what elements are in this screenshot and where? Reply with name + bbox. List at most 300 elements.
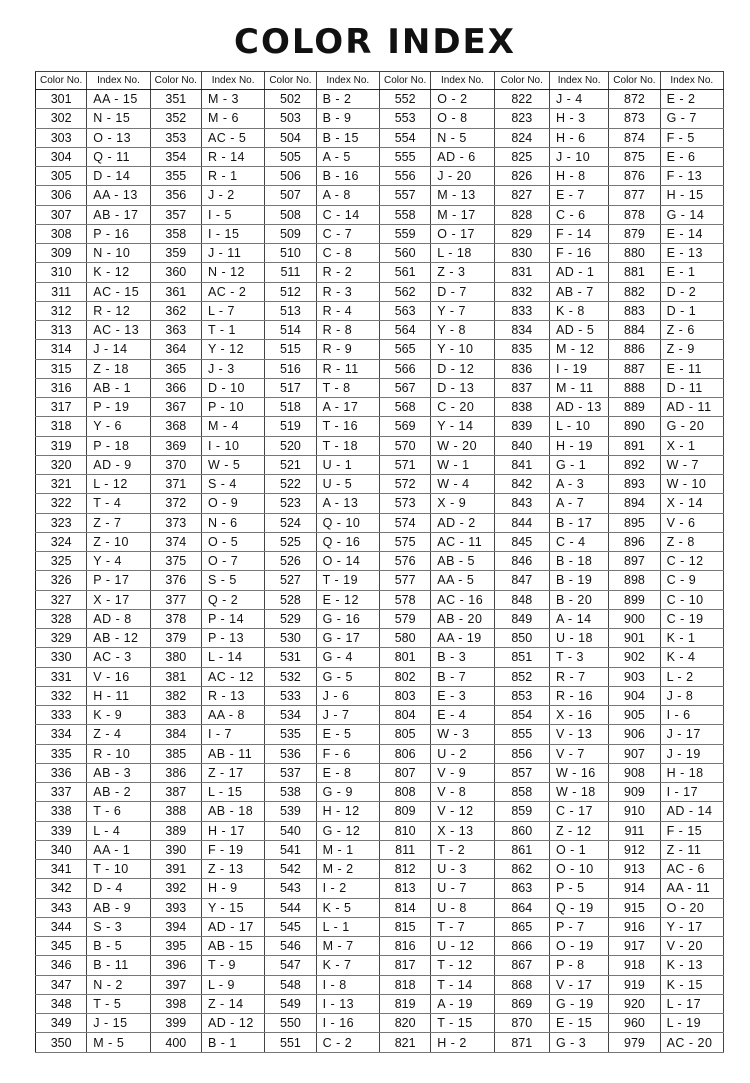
index-code: O - 17	[431, 224, 494, 243]
index-code: V - 6	[660, 513, 723, 532]
index-code: C - 8	[316, 244, 379, 263]
color-number: 512	[265, 282, 316, 301]
color-number: 335	[36, 744, 87, 763]
color-number: 916	[609, 917, 660, 936]
index-code: W - 7	[660, 455, 723, 474]
index-code: Y - 4	[87, 552, 150, 571]
table-row	[36, 937, 724, 956]
index-code: K - 1	[660, 629, 723, 648]
table-row	[36, 109, 724, 128]
index-code: T - 12	[431, 956, 494, 975]
index-code: E - 6	[660, 147, 723, 166]
color-number: 315	[36, 359, 87, 378]
color-number: 578	[379, 590, 430, 609]
index-code: J - 20	[431, 167, 494, 186]
index-code: D - 13	[431, 378, 494, 397]
index-code: J - 8	[660, 686, 723, 705]
color-number: 855	[494, 725, 549, 744]
color-number: 830	[494, 244, 549, 263]
color-number: 826	[494, 167, 549, 186]
color-number: 523	[265, 494, 316, 513]
color-number: 360	[150, 263, 201, 282]
index-code: L - 1	[316, 917, 379, 936]
color-number: 881	[609, 263, 660, 282]
color-number: 398	[150, 994, 201, 1013]
color-number: 392	[150, 879, 201, 898]
color-number: 906	[609, 725, 660, 744]
color-number: 552	[379, 90, 430, 109]
color-number: 514	[265, 321, 316, 340]
table-row	[36, 706, 724, 725]
index-code: O - 5	[201, 532, 264, 551]
color-number: 530	[265, 629, 316, 648]
index-code: R - 13	[201, 686, 264, 705]
index-code: R - 4	[316, 301, 379, 320]
color-number: 856	[494, 744, 549, 763]
color-number: 816	[379, 937, 430, 956]
index-code: Z - 13	[201, 860, 264, 879]
index-code: P - 7	[549, 917, 608, 936]
index-code: P - 14	[201, 609, 264, 628]
index-code: AD - 8	[87, 609, 150, 628]
color-no-header: Color No.	[265, 72, 316, 90]
color-number: 901	[609, 629, 660, 648]
index-code: T - 7	[431, 917, 494, 936]
index-code: K - 7	[316, 956, 379, 975]
index-code: AB - 5	[431, 552, 494, 571]
index-code: B - 15	[316, 128, 379, 147]
table-row	[36, 263, 724, 282]
index-code: Z - 4	[87, 725, 150, 744]
color-number: 908	[609, 763, 660, 782]
index-code: I - 2	[316, 879, 379, 898]
color-number: 546	[265, 937, 316, 956]
color-number: 526	[265, 552, 316, 571]
index-code: E - 4	[431, 706, 494, 725]
index-code: R - 14	[201, 147, 264, 166]
index-code: M - 7	[316, 937, 379, 956]
color-number: 812	[379, 860, 430, 879]
index-code: I - 17	[660, 783, 723, 802]
index-code: Q - 10	[316, 513, 379, 532]
table-row	[36, 686, 724, 705]
color-number: 329	[36, 629, 87, 648]
index-code: W - 10	[660, 475, 723, 494]
color-number: 322	[36, 494, 87, 513]
index-code: X - 17	[87, 590, 150, 609]
color-number: 917	[609, 937, 660, 956]
index-code: AD - 2	[431, 513, 494, 532]
index-code: K - 12	[87, 263, 150, 282]
color-number: 339	[36, 821, 87, 840]
index-code: O - 19	[549, 937, 608, 956]
index-code: X - 1	[660, 436, 723, 455]
color-number: 829	[494, 224, 549, 243]
index-code: E - 3	[431, 686, 494, 705]
index-code: AC - 16	[431, 590, 494, 609]
color-number: 897	[609, 552, 660, 571]
color-number: 386	[150, 763, 201, 782]
color-number: 311	[36, 282, 87, 301]
color-number: 349	[36, 1014, 87, 1033]
index-code: L - 18	[431, 244, 494, 263]
index-code: V - 8	[431, 783, 494, 802]
color-number: 557	[379, 186, 430, 205]
index-code: J - 2	[201, 186, 264, 205]
color-number: 889	[609, 398, 660, 417]
index-code: J - 4	[549, 90, 608, 109]
table-row	[36, 340, 724, 359]
index-code: B - 7	[431, 667, 494, 686]
index-code: W - 3	[431, 725, 494, 744]
color-number: 579	[379, 609, 430, 628]
color-number: 805	[379, 725, 430, 744]
color-number: 838	[494, 398, 549, 417]
index-code: S - 3	[87, 917, 150, 936]
index-code: B - 5	[87, 937, 150, 956]
index-code: Y - 14	[431, 417, 494, 436]
index-code: L - 9	[201, 975, 264, 994]
index-code: T - 1	[201, 321, 264, 340]
color-number: 537	[265, 763, 316, 782]
table-row	[36, 244, 724, 263]
color-number: 840	[494, 436, 549, 455]
color-number: 803	[379, 686, 430, 705]
color-number: 818	[379, 975, 430, 994]
index-code: L - 10	[549, 417, 608, 436]
index-code: L - 4	[87, 821, 150, 840]
color-number: 810	[379, 821, 430, 840]
color-number: 343	[36, 898, 87, 917]
color-number: 868	[494, 975, 549, 994]
index-code: C - 4	[549, 532, 608, 551]
color-number: 565	[379, 340, 430, 359]
color-number: 387	[150, 783, 201, 802]
color-number: 531	[265, 648, 316, 667]
index-code: AB - 17	[87, 205, 150, 224]
index-code: E - 1	[660, 263, 723, 282]
index-code: M - 1	[316, 840, 379, 859]
table-row	[36, 821, 724, 840]
index-code: T - 2	[431, 840, 494, 859]
index-code: G - 3	[549, 1033, 608, 1053]
color-number: 505	[265, 147, 316, 166]
index-code: F - 16	[549, 244, 608, 263]
color-number: 861	[494, 840, 549, 859]
index-code: AB - 12	[87, 629, 150, 648]
index-code: Z - 7	[87, 513, 150, 532]
color-number: 555	[379, 147, 430, 166]
color-number: 393	[150, 898, 201, 917]
index-code: V - 9	[431, 763, 494, 782]
index-code: U - 2	[431, 744, 494, 763]
color-number: 368	[150, 417, 201, 436]
color-number: 580	[379, 629, 430, 648]
color-number: 536	[265, 744, 316, 763]
index-code: V - 16	[87, 667, 150, 686]
color-number: 878	[609, 205, 660, 224]
index-code: J - 14	[87, 340, 150, 359]
table-row	[36, 128, 724, 147]
color-number: 365	[150, 359, 201, 378]
index-code: G - 9	[316, 783, 379, 802]
color-number: 330	[36, 648, 87, 667]
color-number: 902	[609, 648, 660, 667]
index-code: L - 7	[201, 301, 264, 320]
color-number: 569	[379, 417, 430, 436]
index-code: J - 6	[316, 686, 379, 705]
color-number: 316	[36, 378, 87, 397]
index-code: B - 9	[316, 109, 379, 128]
color-number: 549	[265, 994, 316, 1013]
color-number: 359	[150, 244, 201, 263]
color-number: 806	[379, 744, 430, 763]
color-number: 556	[379, 167, 430, 186]
color-number: 814	[379, 898, 430, 917]
index-code: V - 12	[431, 802, 494, 821]
color-number: 304	[36, 147, 87, 166]
color-number: 887	[609, 359, 660, 378]
index-code: D - 4	[87, 879, 150, 898]
color-number: 895	[609, 513, 660, 532]
color-number: 570	[379, 436, 430, 455]
index-code: T - 4	[87, 494, 150, 513]
color-number: 568	[379, 398, 430, 417]
index-code: E - 15	[549, 1014, 608, 1033]
index-code: G - 4	[316, 648, 379, 667]
index-code: S - 4	[201, 475, 264, 494]
index-code: T - 10	[87, 860, 150, 879]
color-number: 853	[494, 686, 549, 705]
index-code: C - 12	[660, 552, 723, 571]
color-number: 891	[609, 436, 660, 455]
color-number: 843	[494, 494, 549, 513]
color-number: 914	[609, 879, 660, 898]
table-row	[36, 802, 724, 821]
color-number: 532	[265, 667, 316, 686]
index-code: I - 10	[201, 436, 264, 455]
index-code: AB - 1	[87, 378, 150, 397]
color-number: 325	[36, 552, 87, 571]
index-code: AD - 12	[201, 1014, 264, 1033]
index-code: M - 6	[201, 109, 264, 128]
color-number: 336	[36, 763, 87, 782]
index-code: L - 2	[660, 667, 723, 686]
index-code: K - 13	[660, 956, 723, 975]
color-number: 857	[494, 763, 549, 782]
index-code: A - 5	[316, 147, 379, 166]
table-row	[36, 205, 724, 224]
index-code: R - 3	[316, 282, 379, 301]
color-number: 376	[150, 571, 201, 590]
index-code: Q - 2	[201, 590, 264, 609]
color-index-body	[36, 90, 724, 1053]
color-number: 520	[265, 436, 316, 455]
color-number: 321	[36, 475, 87, 494]
index-code: J - 17	[660, 725, 723, 744]
index-code: F - 6	[316, 744, 379, 763]
table-row	[36, 609, 724, 628]
index-code: T - 3	[549, 648, 608, 667]
color-number: 852	[494, 667, 549, 686]
color-number: 502	[265, 90, 316, 109]
color-number: 362	[150, 301, 201, 320]
index-code: AA - 5	[431, 571, 494, 590]
color-number: 519	[265, 417, 316, 436]
color-number: 898	[609, 571, 660, 590]
index-code: O - 10	[549, 860, 608, 879]
index-code: E - 11	[660, 359, 723, 378]
index-code: M - 13	[431, 186, 494, 205]
color-number: 544	[265, 898, 316, 917]
color-number: 574	[379, 513, 430, 532]
index-code: T - 15	[431, 1014, 494, 1033]
color-number: 860	[494, 821, 549, 840]
color-number: 918	[609, 956, 660, 975]
color-number: 350	[36, 1033, 87, 1053]
index-code: P - 19	[87, 398, 150, 417]
index-code: P - 18	[87, 436, 150, 455]
table-row	[36, 744, 724, 763]
table-row	[36, 475, 724, 494]
color-number: 508	[265, 205, 316, 224]
color-number: 400	[150, 1033, 201, 1053]
table-row	[36, 840, 724, 859]
color-number: 354	[150, 147, 201, 166]
index-code: AB - 20	[431, 609, 494, 628]
index-code: L - 19	[660, 1014, 723, 1033]
color-number: 388	[150, 802, 201, 821]
index-code: A - 8	[316, 186, 379, 205]
color-number: 892	[609, 455, 660, 474]
index-code: Z - 11	[660, 840, 723, 859]
color-number: 802	[379, 667, 430, 686]
color-number: 864	[494, 898, 549, 917]
color-number: 385	[150, 744, 201, 763]
table-row	[36, 667, 724, 686]
index-code: H - 12	[316, 802, 379, 821]
color-number: 847	[494, 571, 549, 590]
index-code: F - 19	[201, 840, 264, 859]
index-code: J - 15	[87, 1014, 150, 1033]
color-number: 905	[609, 706, 660, 725]
index-code: R - 16	[549, 686, 608, 705]
index-code: N - 10	[87, 244, 150, 263]
color-number: 346	[36, 956, 87, 975]
index-code: I - 6	[660, 706, 723, 725]
index-code: AC - 20	[660, 1033, 723, 1053]
color-number: 879	[609, 224, 660, 243]
color-no-header: Color No.	[609, 72, 660, 90]
color-number: 920	[609, 994, 660, 1013]
table-row	[36, 417, 724, 436]
color-number: 577	[379, 571, 430, 590]
color-number: 811	[379, 840, 430, 859]
index-code: T - 16	[316, 417, 379, 436]
color-number: 367	[150, 398, 201, 417]
index-code: N - 6	[201, 513, 264, 532]
color-number: 553	[379, 109, 430, 128]
index-code: E - 7	[549, 186, 608, 205]
color-number: 576	[379, 552, 430, 571]
index-code: D - 2	[660, 282, 723, 301]
index-code: H - 6	[549, 128, 608, 147]
color-number: 379	[150, 629, 201, 648]
index-code: J - 7	[316, 706, 379, 725]
color-number: 313	[36, 321, 87, 340]
color-number: 890	[609, 417, 660, 436]
index-code: A - 13	[316, 494, 379, 513]
index-code: T - 14	[431, 975, 494, 994]
color-number: 850	[494, 629, 549, 648]
color-number: 835	[494, 340, 549, 359]
index-code: Y - 12	[201, 340, 264, 359]
index-code: X - 13	[431, 821, 494, 840]
color-number: 837	[494, 378, 549, 397]
color-number: 845	[494, 532, 549, 551]
index-code: AD - 13	[549, 398, 608, 417]
color-number: 518	[265, 398, 316, 417]
index-code: Z - 14	[201, 994, 264, 1013]
color-number: 348	[36, 994, 87, 1013]
color-number: 866	[494, 937, 549, 956]
index-code: N - 2	[87, 975, 150, 994]
color-number: 378	[150, 609, 201, 628]
color-number: 875	[609, 147, 660, 166]
color-number: 399	[150, 1014, 201, 1033]
index-code: N - 5	[431, 128, 494, 147]
table-row	[36, 167, 724, 186]
index-code: K - 9	[87, 706, 150, 725]
color-number: 327	[36, 590, 87, 609]
color-number: 808	[379, 783, 430, 802]
index-code: A - 7	[549, 494, 608, 513]
color-number: 563	[379, 301, 430, 320]
index-code: B - 17	[549, 513, 608, 532]
color-number: 896	[609, 532, 660, 551]
color-number: 960	[609, 1014, 660, 1033]
color-number: 815	[379, 917, 430, 936]
color-number: 919	[609, 975, 660, 994]
color-number: 333	[36, 706, 87, 725]
color-number: 807	[379, 763, 430, 782]
color-number: 851	[494, 648, 549, 667]
color-number: 344	[36, 917, 87, 936]
color-number: 307	[36, 205, 87, 224]
color-number: 384	[150, 725, 201, 744]
color-number: 839	[494, 417, 549, 436]
color-number: 511	[265, 263, 316, 282]
color-number: 820	[379, 1014, 430, 1033]
color-number: 836	[494, 359, 549, 378]
color-number: 804	[379, 706, 430, 725]
color-number: 867	[494, 956, 549, 975]
table-row	[36, 321, 724, 340]
index-code: P - 5	[549, 879, 608, 898]
color-number: 844	[494, 513, 549, 532]
index-code: AC - 3	[87, 648, 150, 667]
index-code: R - 9	[316, 340, 379, 359]
color-number: 888	[609, 378, 660, 397]
index-code: T - 5	[87, 994, 150, 1013]
color-number: 882	[609, 282, 660, 301]
index-code: Z - 9	[660, 340, 723, 359]
color-number: 358	[150, 224, 201, 243]
index-code: K - 15	[660, 975, 723, 994]
color-number: 352	[150, 109, 201, 128]
page-title: COLOR INDEX	[234, 22, 516, 62]
index-code: W - 18	[549, 783, 608, 802]
